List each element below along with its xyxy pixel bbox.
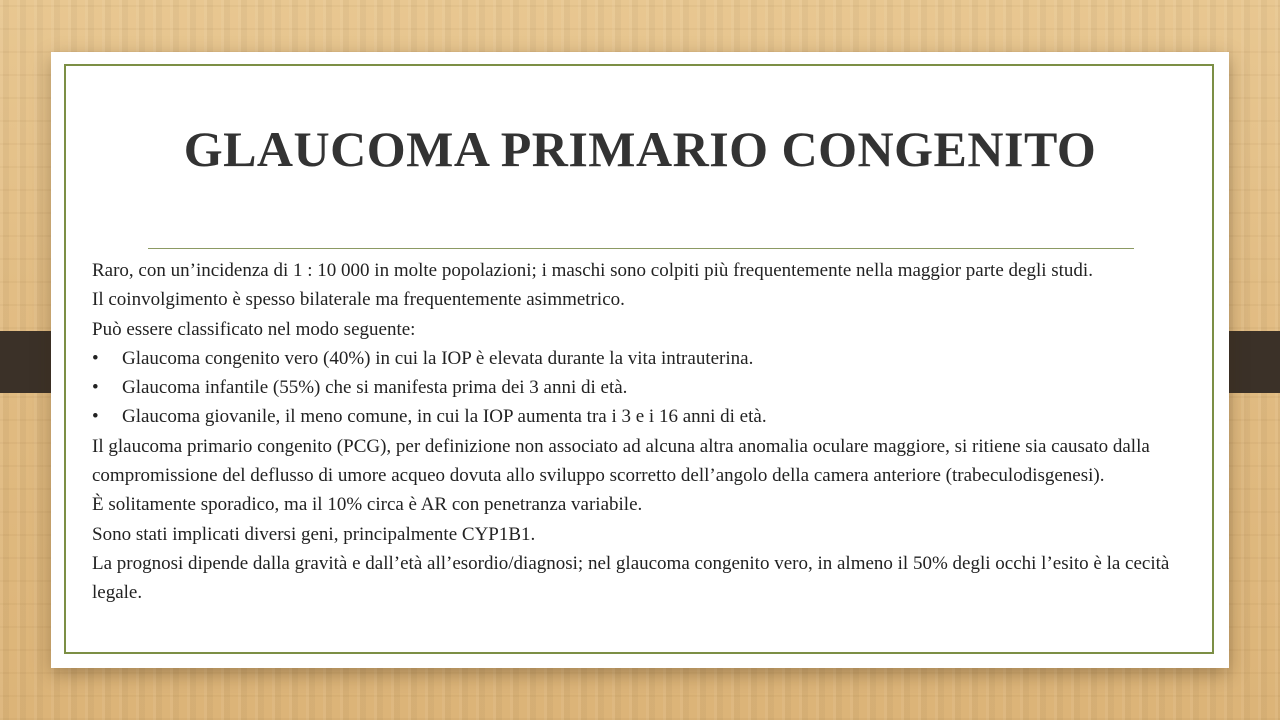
bullet-item-infantile: • Glaucoma infantile (55%) che si manifesta prima dei 3 anni di età.: [92, 373, 1192, 402]
body-paragraph-involvement: Il coinvolgimento è spesso bilaterale ma frequentemente asimmetrico.: [92, 289, 625, 311]
body-paragraph-pcg-definition: Il glaucoma primario congenito (PCG), per definizione non associato ad alcuna altra anomalia oculare maggiore, si ritiene sia causato dalla compromissione del deflusso di umore acqueo dovuta allo sviluppo scorretto dell’angolo della camera anteriore (trabeculodisgenesi).: [92, 435, 1150, 487]
body-paragraph-incidence: Raro, con un’incidenza di 1 : 10 000 in molte popolazioni; i maschi sono colpiti più frequentemente nella maggior parte degli studi.: [92, 260, 1093, 281]
body-paragraph-classification: Può essere classificato nel modo seguente:: [92, 318, 416, 340]
title-divider: [148, 248, 1134, 249]
body-paragraph-genes: Sono stati implicati diversi geni, principalmente CYP1B1.: [92, 523, 536, 545]
bullet-item-juvenile: • Glaucoma giovanile, il meno comune, in cui la IOP aumenta tra i 3 e i 16 anni di età.: [92, 402, 1192, 431]
slide-body: [92, 256, 1192, 608]
body-paragraph-prognosis: La prognosi dipende dalla gravità e dall’età all’esordio/diagnosi; nel glaucoma congenito vero, in almeno il 50% degli occhi l’esito è la cecità legale.: [92, 552, 1170, 604]
bullet-item-true-congenital: • Glaucoma congenito vero (40%) in cui la IOP è elevata durante la vita intrauterina.: [92, 344, 1192, 373]
body-paragraph-sporadic: È solitamente sporadico, ma il 10% circa è AR con penetranza variabile.: [92, 494, 643, 516]
slide-title: GLAUCOMA PRIMARIO CONGENITO: [183, 121, 1097, 177]
